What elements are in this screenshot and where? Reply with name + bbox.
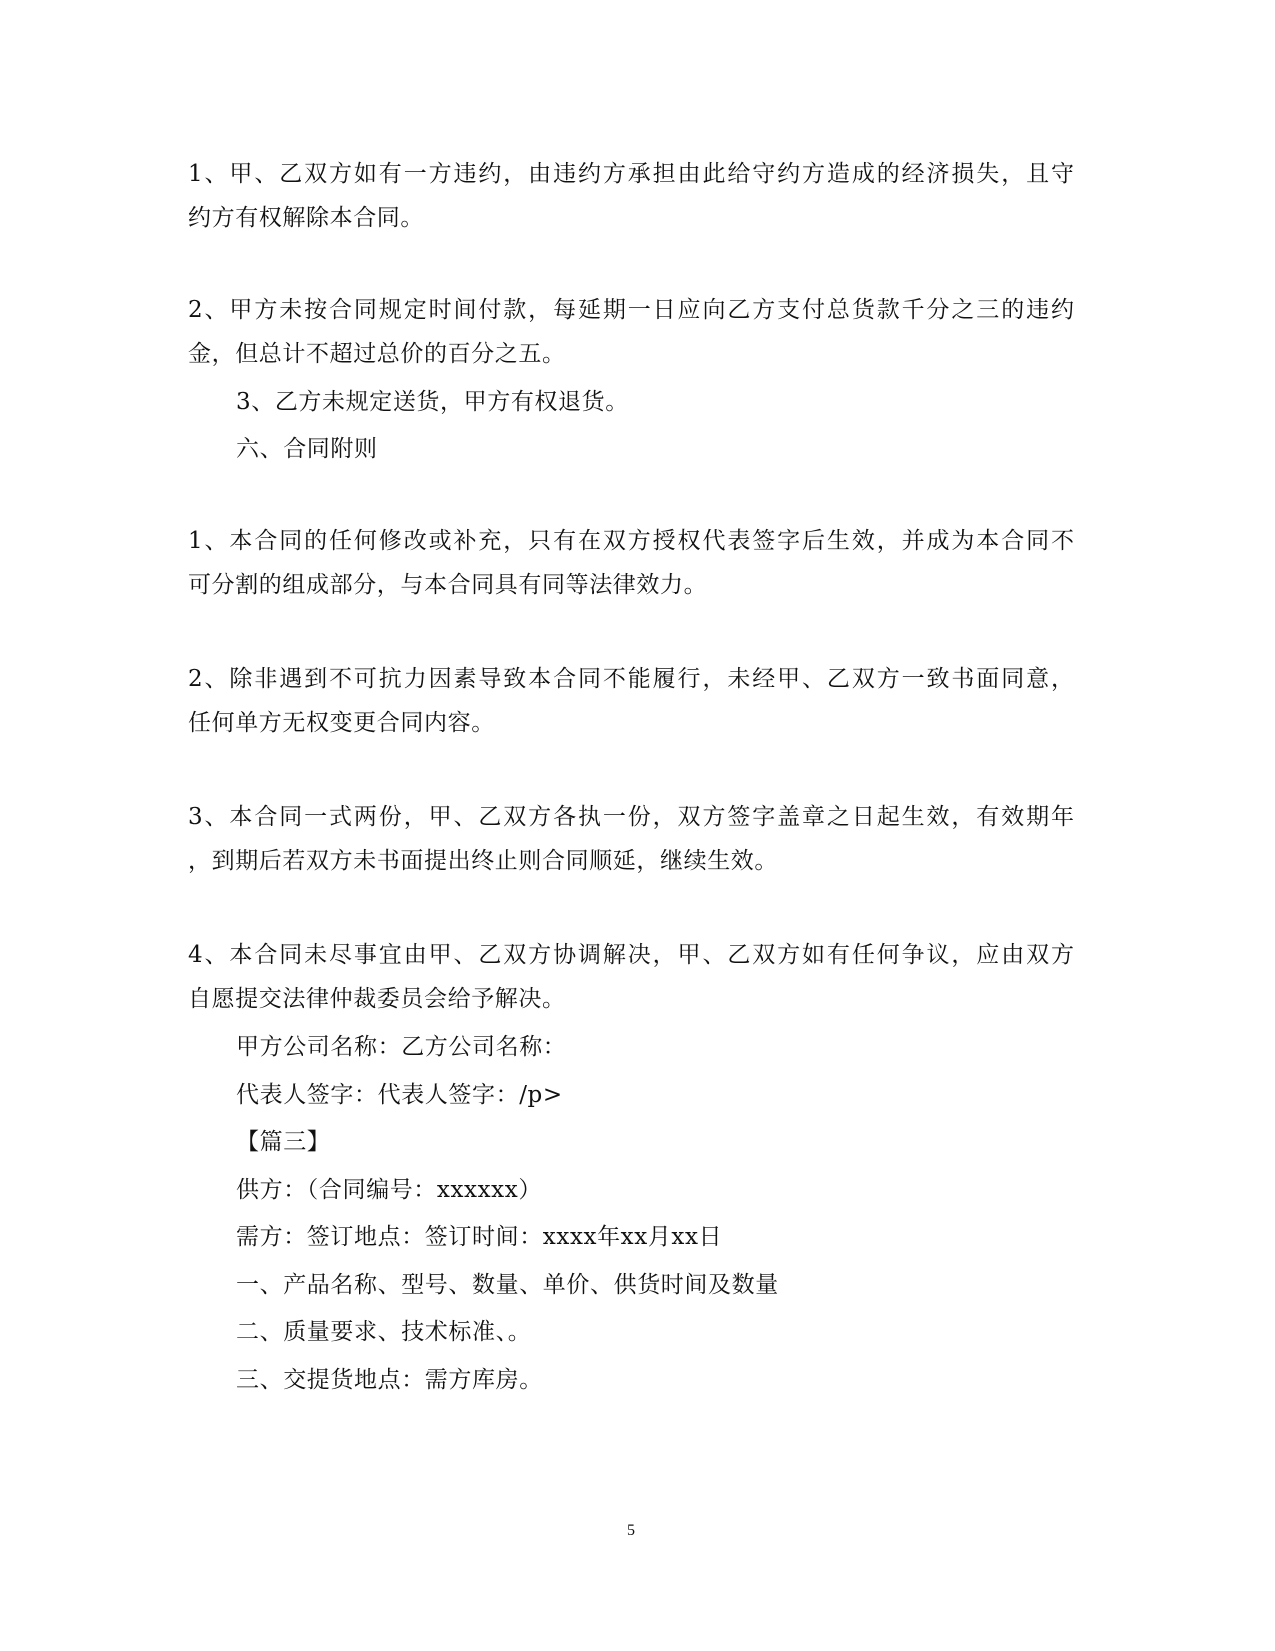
- supplementary-clause-1-line-2: 可分割的组成部分，与本合同具有同等法律效力。: [188, 572, 708, 598]
- supplementary-clause-2-line-2: 任何单方无权变更合同内容。: [188, 710, 495, 736]
- breach-clause-2-line-2: 金，但总计不超过总价的百分之五。: [188, 341, 566, 367]
- part-three-heading: 【篇三】: [236, 1129, 331, 1155]
- supplementary-clause-4-line-1: 4、本合同未尽事宜由甲、乙双方协调解决，甲、乙双方如有任何争议，应由双方: [188, 942, 1074, 968]
- representative-signature-line: 代表人签字：代表人签字：/p>: [236, 1082, 563, 1108]
- supplementary-clause-3-line-1: 3、本合同一式两份，甲、乙双方各执一份，双方签字盖章之日起生效，有效期年: [188, 804, 1074, 830]
- supplementary-clause-3-line-2: ，到期后若双方未书面提出终止则合同顺延，继续生效。: [188, 848, 778, 874]
- breach-clause-2-line-1: 2、甲方未按合同规定时间付款，每延期一日应向乙方支付总货款千分之三的违约: [188, 297, 1074, 323]
- supplementary-clause-1-line-1: 1、本合同的任何修改或补充，只有在双方授权代表签字后生效，并成为本合同不: [188, 528, 1074, 554]
- breach-clause-1-line-1: 1、甲、乙双方如有一方违约，由违约方承担由此给守约方造成的经济损失，且守: [188, 161, 1074, 187]
- supplier-line: 供方：（合同编号：xxxxxx）: [236, 1177, 542, 1203]
- section-heading-supplementary: 六、合同附则: [236, 436, 378, 462]
- buyer-line: 需方：签订地点：签订时间：xxxx年xx月xx日: [236, 1224, 723, 1250]
- page-number: 5: [627, 1522, 635, 1539]
- breach-clause-3: 3、乙方未规定送货，甲方有权退货。: [236, 389, 629, 415]
- breach-clause-1-line-2: 约方有权解除本合同。: [188, 205, 424, 231]
- product-section-heading: 一、产品名称、型号、数量、单价、供货时间及数量: [236, 1272, 779, 1298]
- delivery-location-line: 三、交提货地点：需方库房。: [236, 1367, 543, 1393]
- supplementary-clause-2-line-1: 2、除非遇到不可抗力因素导致本合同不能履行，未经甲、乙双方一致书面同意，: [188, 666, 1074, 692]
- quality-section-heading: 二、质量要求、技术标准、。: [236, 1319, 532, 1345]
- company-name-line: 甲方公司名称：乙方公司名称：: [236, 1034, 567, 1060]
- supplementary-clause-4-line-2: 自愿提交法律仲裁委员会给予解决。: [188, 986, 566, 1012]
